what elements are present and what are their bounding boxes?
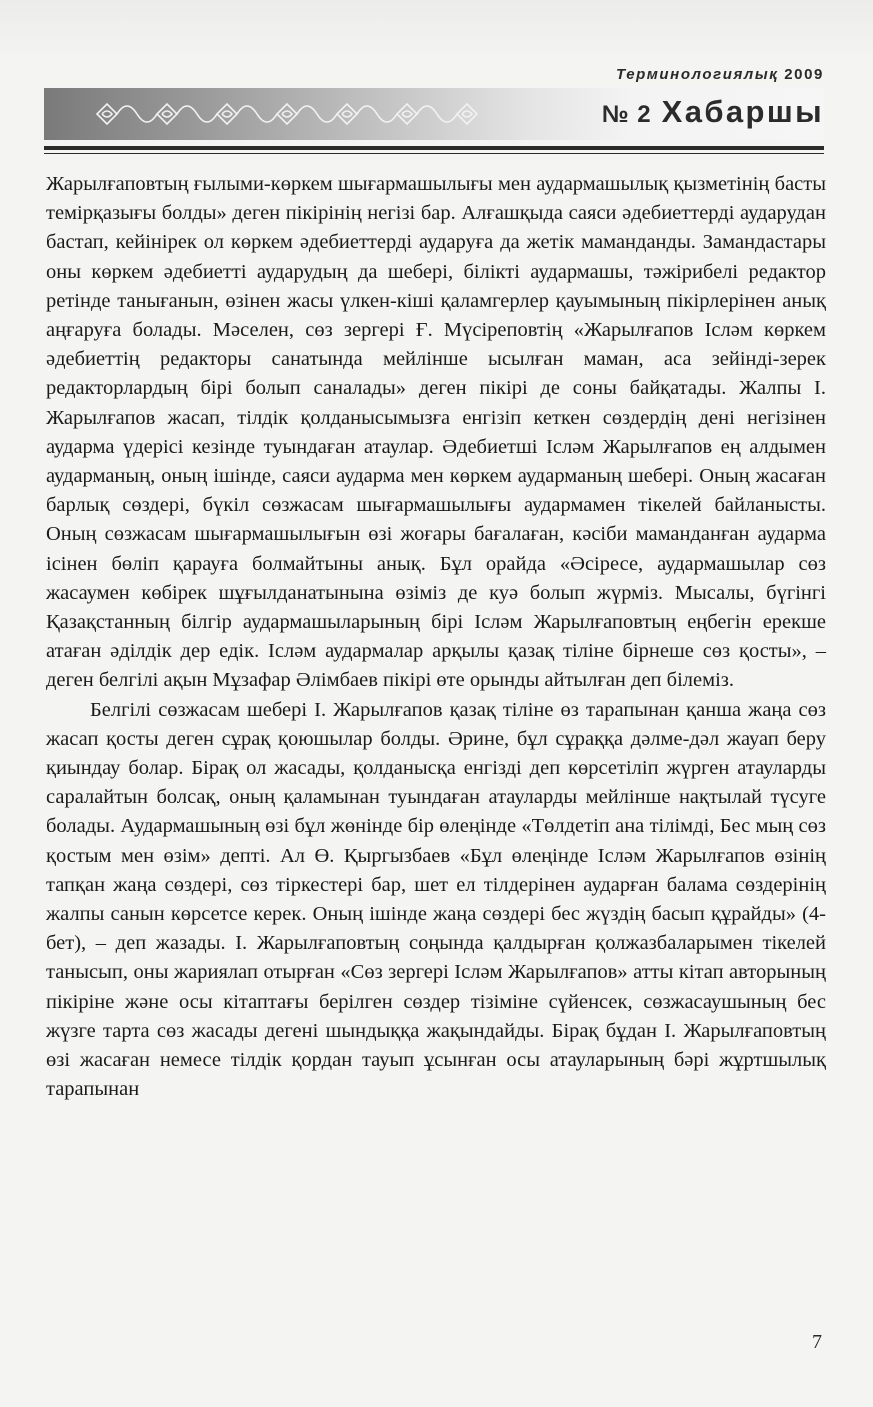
journal-year: 2009: [784, 66, 824, 83]
page-number: 7: [812, 1331, 822, 1353]
page-top-shade: [0, 0, 873, 60]
issue-title: [602, 94, 824, 130]
issue-name: Хабаршы: [661, 94, 824, 129]
header-rule-thin: [44, 153, 824, 154]
paragraph-1: Жарылғаповтың ғылыми-көркем шығармашылығы мен аудармашылық қызметінің басты темірқазығы болды» деген пікірінің негізі бар. Алғашқыда саяси әдебиеттерді аударудан бастап, кейінірек ол көркем әдебиеттерді аударуға да жетік маманданды. Замандастары оны көркем әдебиетті аударудың да шебері, білікті аудармашы, тәжірибелі редактор ретінде танығанын, өзінен жасы үлкен-кіші қаламгерлер қауымының пікірлерінен анық аңғаруға болады. Мәселен, сөз зергері Ғ. Мүсіреповтің «Жарылғапов Ісләм көркем әдебиеттің редакторы санатында мейлінше ысылған маман, аса зейінді-зерек редакторлардың бірі болып саналады» деген пікірі де соны байқатады. Жалпы І. Жарылғапов жасап, тілдік қолданысымызға енгізіп кеткен сөздердің дені негізінен аударма үдерісі кезінде туындаған атаулар. Әдебиетші Ісләм Жарылғапов ең алдымен аударманың, оның ішінде, саяси аударма мен көркем аударманың шебері. Оның жасаған барлық сөздері, бүкіл сөзжасам шығармашылығы аудармамен тікелей байланысты. Оның сөзжасам шығармашылығын өзі жоғары бағалаған, кәсіби маманданған аударма ісінен бөліп қарауға болмайтыны анық. Бұл орайда «Әсіресе, аудармашылар сөз жасаумен көбірек шұғылданатынына өзіміз де куә болып жүрміз. Мысалы, бүгінгі Қазақстанның білгір аудармашыларының бірі Ісләм Жарылғаповтың еңбегін ерекше атаған әділдік дер едік. Ісләм аудармалар арқылы қазақ тіліне бірнеше сөз қосты», – деген белгілі ақын Мұзафар Әлімбаев пікірі өте орынды айтылған деп білеміз.: [46, 173, 826, 692]
journal-line: [616, 66, 824, 83]
header-rule-thick: [44, 146, 824, 150]
issue-number: № 2: [601, 101, 652, 128]
article-body: [46, 170, 826, 1105]
paragraph-2: Белгілі сөзжасам шебері І. Жарылғапов қазақ тіліне өз тарапынан қанша жаңа сөз жасап қосты деген сұрақ қоюшылар болды. Әрине, бұл сұраққа дәлме-дәл жауап беру қиындау болар. Бірақ ол жасады, қолданысқа енгізді деп көрсетіліп жүрген атауларды саралайтын болсақ, оның қаламынан туындаған атауларды мейлінше нақтылай түсуге болады. Аудармашының өзі бұл жөнінде бір өлеңінде «Төлдетіп ана тілімді, Бес мың сөз қостым мен өзім» депті. Ал Ө. Қыргызбаев «Бұл өлеңінде Ісләм Жарылғапов өзінің тапқан жаңа сөздері, сөз тіркестері бар, шет ел тілдерінен аударған балама сөздерінің жалпы санын көрсетсе керек. Оның ішінде жаңа сөздері бес жүздің басып құрайды» (4-бет), – деп жазады. І. Жарылғаповтың соңында қалдырған қолжазбаларымен тікелей танысып, оны жариялап отырған «Сөз зергері Ісләм Жарылғапов» атты кітап авторының пікіріне және осы кітаптағы берілген сөздер тізіміне сүйенсек, сөзжасаушының бес жүзге тарта сөз жасады дегені шындыққа жақындайды. Бірақ бұдан І. Жарылғаповтың өзі жасаған немесе тілдік қордан тауып ұсынған осы атауларының бәрі жұртшылық тарапынан: [46, 698, 826, 1101]
running-header: [44, 62, 824, 162]
journal-name: Терминологиялық: [616, 66, 779, 83]
ornament-pattern-icon: [92, 94, 492, 134]
